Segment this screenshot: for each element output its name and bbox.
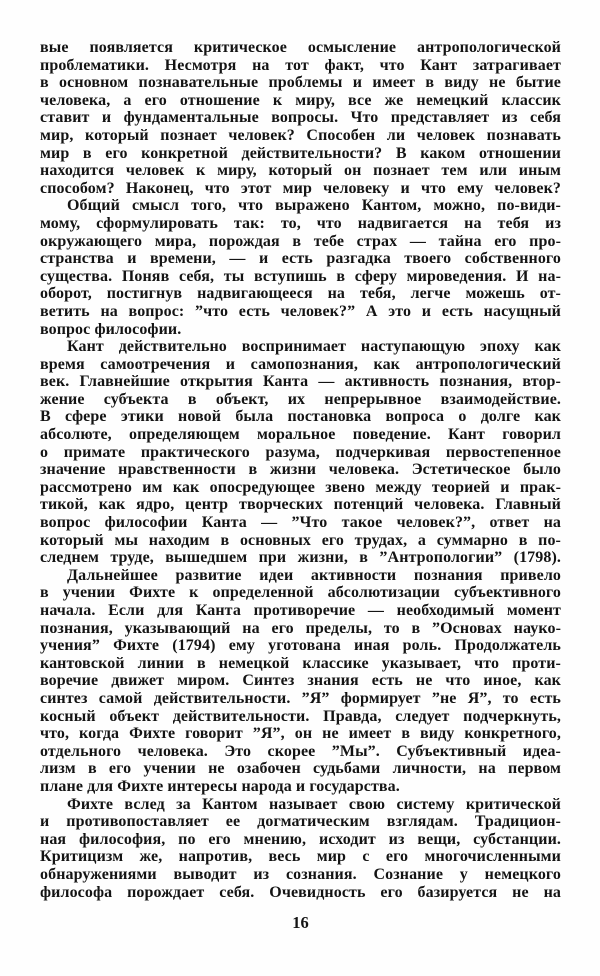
text-line: вопрос философии Канта — ”Что такое человек?”, ответ на — [40, 514, 561, 532]
text-line: способом? Наконец, что этот мир человеку и что ему человек? — [40, 179, 561, 197]
text-line: отдельного человека. Это скорее ”Мы”. Субъективный идеа- — [40, 742, 561, 760]
text-line: находится человек к миру, который он познает тем или иным — [40, 162, 561, 180]
text-line: следнем труде, вышедшем при жизни, в ”Антропологии” (1798). — [40, 549, 561, 567]
text-line: вые появляется критическое осмысление антропологической — [40, 39, 561, 56]
text-line: косный объект действительности. Правда, следует подчеркнуть, — [40, 707, 561, 725]
text-line: окружающего мира, порождая в тебе страх — тайна его про- — [40, 232, 561, 250]
text-line: странства и времени, — и есть разгадка твоего собственного — [40, 250, 561, 268]
text-line: Общий смысл того, что выражено Кантом, можно, по-види- — [67, 197, 561, 215]
text-line: век. Главнейшие открытия Канта — активность познания, втор- — [40, 373, 561, 391]
text-line: Фихте вслед за Кантом называет свою систему критической — [67, 795, 561, 813]
paragraph — [40, 796, 561, 902]
text-line: обнаружениями выводит из сознания. Сознание у немецкого — [40, 865, 561, 883]
text-line: и противопоставляет ее догматическим взглядам. Традицион- — [40, 813, 561, 831]
text-line: время самоотречения и самопознания, как антропологический — [40, 355, 561, 373]
text-line: ная философия, по его мнению, исходит из вещи, субстанции. — [40, 830, 561, 848]
text-line: философа порождает себя. Очевидность его базируется не на — [40, 883, 561, 901]
text-line: лизм в его учении не озабочен судьбами личности, на первом — [40, 760, 561, 778]
text-line: жение субъекта в объект, их непрерывное взаимодействие. — [40, 390, 561, 408]
text-line: ставит и фундаментальные вопросы. Что представляет из себя — [40, 109, 561, 127]
paragraph — [40, 197, 561, 338]
text-line: Дальнейшее развитие идеи активности познания привело — [67, 566, 561, 584]
text-line: В сфере этики новой была постановка вопроса о долге как — [40, 408, 561, 426]
text-line: учения” Фихте (1794) ему уготована иная роль. Продолжатель — [40, 637, 561, 655]
text-line: человека, а его отношение к миру, все же немецкий классик — [40, 91, 561, 109]
text-line: рассмотрено им как опосредующее звено между теорией и прак- — [40, 478, 561, 496]
text-line: мир, который познает человек? Способен ли человек познавать — [40, 126, 561, 144]
text-line: мир в его конкретной действительности? В каком отношении — [40, 144, 561, 162]
text-line: проблематики. Несмотря на тот факт, что Кант затрагивает — [40, 56, 561, 74]
text-line: существа. Поняв себя, ты вступишь в сферу мироведения. И на- — [40, 267, 561, 285]
text-line: кантовской линии в немецкой классике указывает, что проти- — [40, 654, 561, 672]
text-line: познания, указывающий на его пределы, то в ”Основах науко- — [40, 619, 561, 637]
text-line: в основном познавательные проблемы и имеет в виду не бытие — [40, 74, 561, 92]
paragraph — [40, 338, 561, 567]
text-line: оборот, постигнув надвигающееся на тебя, легче можешь от- — [40, 285, 561, 303]
text-line: в учении Фихте к определенной абсолютизации субъективного — [40, 584, 561, 602]
paragraph — [40, 567, 561, 796]
text-line: о примате практического разума, подчеркивая первостепенное — [40, 443, 561, 461]
text-line: начала. Если для Канта противоречие — необходимый момент — [40, 602, 561, 619]
text-line: значение нравственности в жизни человека. Эстетическое было — [40, 461, 561, 479]
text-line: что, когда Фихте говорит ”Я”, он не имеет в виду конкретного, — [40, 725, 561, 743]
text-block — [40, 39, 561, 901]
page-number: 16 — [292, 913, 309, 932]
text-line: тикой, как ядро, центр творческих потенций человека. Главный — [40, 496, 561, 514]
text-line: плане для Фихте интересы народа и государства. — [40, 777, 400, 795]
paragraph — [40, 39, 561, 197]
text-line: воречие движет миром. Синтез знания есть не что иное, как — [40, 672, 561, 690]
text-line: мому, сформулировать так: то, что надвигается на тебя из — [40, 214, 561, 232]
text-line: ветить на вопрос: ”что есть человек?” А это и есть насущный — [40, 302, 561, 320]
text-line: синтез самой действительности. ”Я” формирует ”не Я”, то есть — [40, 689, 561, 707]
text-line: Кант действительно воспринимает наступающую эпоху как — [67, 338, 561, 356]
text-line: вопрос философии. — [40, 320, 182, 338]
text-line: Критицизм же, напротив, весь мир с его многочисленными — [40, 848, 561, 866]
text-line: который мы находим в основных его трудах, а суммарно в по- — [40, 531, 561, 549]
text-line: абсолюте, определяющем моральное поведение. Кант говорил — [40, 426, 561, 444]
